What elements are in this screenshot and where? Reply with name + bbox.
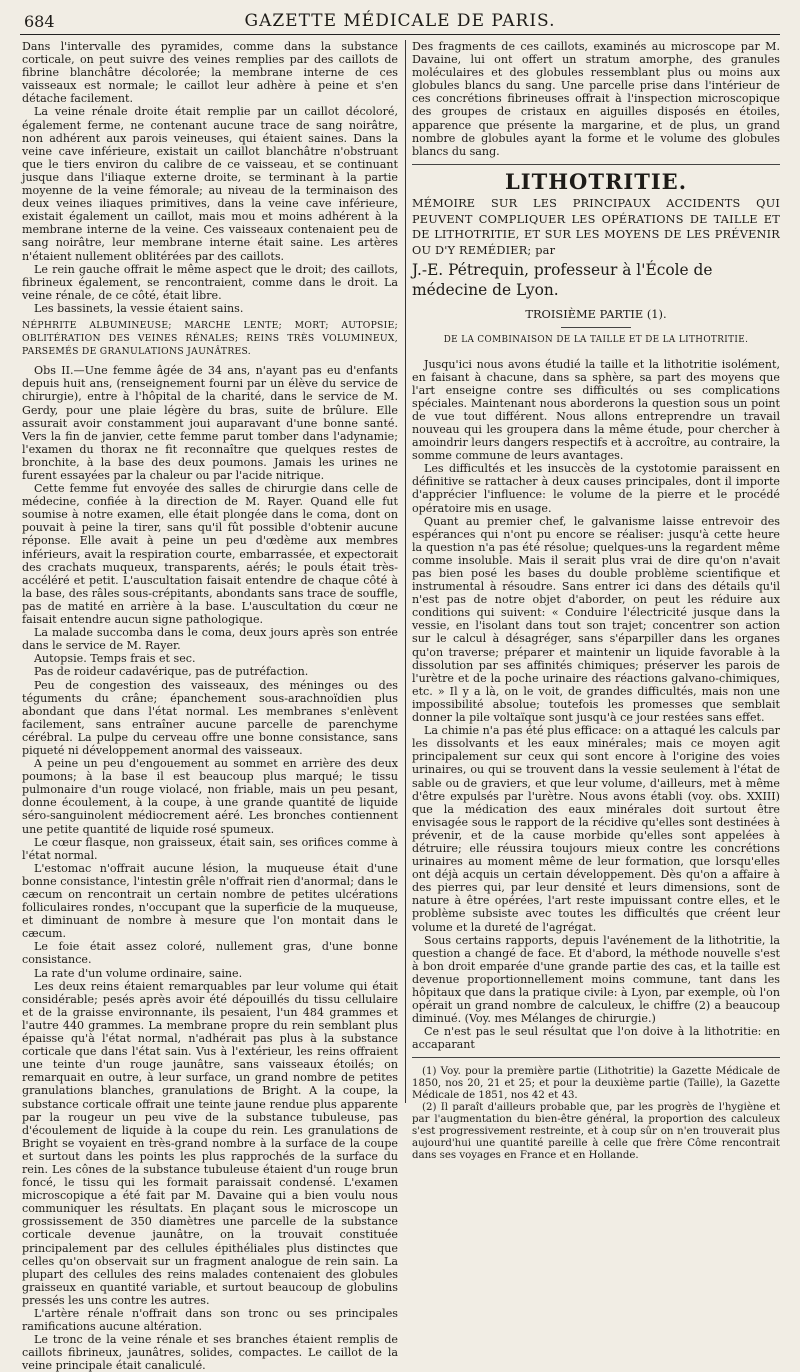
page-number: 684 (24, 12, 55, 31)
left-column (22, 40, 398, 1372)
short-rule (561, 327, 631, 328)
paragraph: La malade succomba dans le coma, deux jours après son entrée dans le service de M. Rayer. (22, 626, 398, 653)
paragraph: Pas de roideur cadavérique, pas de putréfaction. (34, 665, 309, 679)
memoir-title: MÉMOIRE SUR LES PRINCIPAUX ACCIDENTS QUI PEUVENT COMPLIQUER LES OPÉRATIONS DE TAILLE ET DE LITHOTRITIE, ET SUR LES MOYENS DE LES PRÉVENIR OU D'Y REMÉDIER; par (412, 196, 780, 257)
right-column (412, 40, 780, 1162)
paragraph: Les bassinets, la vessie étaient sains. (34, 301, 244, 315)
paragraph: Les deux reins étaient remarquables par leur volume qui était considérable; pesés après avoir été dépouillés du tissu cellulaire et de la graisse environnante, ils pesaient, l'un 484 grammes et l'autre 440 grammes. La membrane propre du rein semblant plus épaisse qu'à l'état normal, n'adhérait pas plus à la substance corticale que dans l'état sain. Vus à l'extérieur, les reins offraient une teinte d'un rouge jaunâtre, sans vaisseaux étoilés; on remarquait en outre, à leur surface, un grand nombre de petites granulations blanches, granulations de Bright. A la coupe, la substance corticale offrait une teinte jaune rendue plus apparente par la rougeur un peu vive de la substance tubuleuse, pas d'écoulement de liquide à la coupe du rein. Les granulations de Bright se voyaient en très-grand nombre à la surface de la coupe et surtout dans les points les plus rapprochés de la surface du rein. Les cônes de la substance tubuleuse étaient d'un rouge brun foncé, le tissu qui les formait paraissait condensé. L'examen microscopique a été fait par M. Davaine qui a bien voulu nous communiquer les résultats. En plaçant sous le microscope un grossissement de 350 diamètres une parcelle de la substance corticale devenue jaunâtre, on la trouvait constituée principalement par des cellules épithéliales plus distinctes que celles qu'on observait sur un fragment analogue de rein sain. La plupart des cellules des reins malades contenaient des globules graisseux en quantité variable, et surtout beaucoup de globulins pressés les uns contre les autres. (22, 979, 398, 1307)
paragraph: La veine rénale droite était remplie par un caillot décoloré, également ferme, ne contenant aucune trace de sang noirâtre, non adhérent aux parois veineuses, qui étaient saines. Dans la veine cave inférieure, existait un caillot blanchâtre n'obstruant que le tiers environ du calibre de ce vaisseau, et se continuant jusque dans l'iliaque externe droite, se terminant à la partie moyenne de la veine fémorale; au niveau de la terminaison des deux veines iliaques primitives, dans la veine cave inférieure, existait également un caillot, mais mou et moins adhérent à la membrane interne de la veine. Ces vaisseaux contenaient peu de sang noirâtre, leur membrane interne était saine. Les artères n'étaient nullement oblitérées par des caillots. (22, 105, 398, 263)
paragraph: Ce n'est pas le seul résultat que l'on doive à la lithotritie: en accaparant (412, 1025, 780, 1052)
paragraph: Les difficultés et les insuccès de la cystotomie paraissent en définitive se rattacher à deux causes principales, dont il importe d'apprécier l'influence: le volume de la pierre et le procédé opératoire mis en usage. (412, 462, 780, 515)
section-title: LITHOTRITIE. (504, 168, 688, 194)
running-head (20, 8, 780, 35)
part-heading: TROISIÈME PARTIE (1). (525, 307, 667, 322)
column-divider (405, 40, 406, 1103)
paragraph: La rate d'un volume ordinaire, saine. (34, 966, 243, 980)
paragraph: Obs II.—Une femme âgée de 34 ans, n'ayant pas eu d'enfants depuis huit ans, (renseignement fourni par un élève du service de chirurgie), entre à l'hôpital de la charité, dans le service de M. Gerdy, pour une plaie légère du bras, suite de brûlure. Elle assurait avoir constamment joui auparavant d'une bonne santé. Vers la fin de janvier, cette femme parut tomber dans l'adynamie; l'examen du thorax ne fit reconnaître que quelques restes de bronchite, à la base des deux poumons. Jamais les urines ne furent essayées par la chaleur ou par l'acide nitrique. (22, 364, 398, 482)
paragraph: Jusqu'ici nous avons étudié la taille et la lithotritie isolément, en faisant à chacune, dans sa sphère, sa part des moyens que l'art enseigne contre ses difficultés ou ses complications spéciales. Maintenant nous aborderons la question sous un point de vue tout différent. Nous allons entreprendre un travail nouveau qui les groupera dans la même étude, pour chercher à amoindrir leurs dangers respectifs et à accroître, au contraire, la somme commune de leurs avantages. (412, 357, 780, 463)
paragraph: Sous certains rapports, depuis l'avénement de la lithotritie, la question a changé de face. Et d'abord, la méthode nouvelle s'est à bon droit emparée d'une grande partie des cas, et la taille est devenue proportionnellement moins commune, tant dans les hôpitaux que dans la pratique civile: à Lyon, par exemple, où l'on opérait un grand nombre de calculeux, le chiffre (2) a beaucoup diminué. (Voy. mes Mélanges de chirurgie.) (412, 933, 780, 1026)
section-rule (412, 164, 780, 165)
paragraph: Le cœur flasque, non graisseux, était sain, ses orifices comme à l'état normal. (22, 835, 398, 862)
paragraph: Des fragments de ces caillots, examinés au microscope par M. Davaine, lui ont offert un stratum amorphe, des granules moléculaires et des globules ressemblant plus ou moins aux globules blancs du sang. Une parcelle prise dans l'intérieur de ces concrétions fibrineuses offrait à l'inspection microscopique des groupes de cristaux en aiguilles disposés en étoiles, apparence que présente la margarine, et de plus, un grand nombre de globules ayant la forme et le volume des globules blancs du sang. (412, 40, 780, 158)
footnote: (2) Il paraît d'ailleurs probable que, par les progrès de l'hygiène et par l'augmentation du bien-être général, la proportion des calculeux s'est progressivement restreinte, et à coup sûr on n'en trouverait plus aujourd'hui une quantité pareille à celle que frère Côme rencontrait dans ses voyages en France et en Hollande. (412, 1102, 780, 1162)
paragraph: La chimie n'a pas été plus efficace: on a attaqué les calculs par les dissolvants et les eaux minérales; mais ce moyen agit principalement sur ceux qui sont encore à l'origine des voies urinaires, ou qui se trouvent dans la vessie seulement à l'état de sable ou de graviers, et que leur volume, d'ailleurs, met à même d'être expulsés par l'urètre. Nous avons établi (voy. obs. XXIII) que la médication des eaux minérales doit surtout être envisagée sous le rapport de la récidive qu'elles sont destinées à prévenir, et de la cause morbide qu'elles sont appelées à détruire; elle réussira toujours mieux contre les concrétions urinaires au moment même de leur formation, que lorsqu'elles ont déjà acquis un certain développement. Dès qu'on a affaire à des pierres qui, par leur densité et leurs dimensions, sont de nature à être opérées, l'art reste impuissant contre elles, et le problème subsiste avec toutes les difficultés que créent leur volume et la dureté de l'agrégat. (412, 724, 780, 934)
paragraph: L'artère rénale n'offrait dans son tronc ou ses principales ramifications aucune altération. (22, 1307, 398, 1334)
footnote: (1) Voy. pour la première partie (Lithotritie) la Gazette Médicale de 1850, nos 20, 21 et 25; et pour la deuxième partie (Taille), la Gazette Médicale de 1851, nos 42 et 43. (412, 1066, 780, 1102)
paragraph: Quant au premier chef, le galvanisme laisse entrevoir des espérances qui n'ont pu encore se réaliser: jusqu'à cette heure la question n'a pas été résolue; quelques-uns la regardent même comme insoluble. Mais il serait plus vrai de dire qu'on n'avait pas bien posé les bases du double problème scientifique et instrumental à résoudre. Sans entrer ici dans des détails qu'il n'est pas de notre objet d'aborder, on peut les réduire aux conditions qui suivent: « Conduire l'électricité jusque dans la vessie, en l'isolant dans tout son trajet; concentrer son action sur le calcul à désagréger, sans s'éparpiller dans les organes qu'on traverse; préparer et maintenir un liquide favorable à la dissolution par ses affinités chimiques; préserver les parois de l'urètre et de la poche urinaire des réactions galvano-chimiques, etc. » Il y a là, on le voit, de grandes difficultés, mais non une impossibilité absolue; toutefois les promesses que semblait donner la pile voltaïque sont jusqu'à ce jour restées sans effet. (412, 514, 780, 725)
paragraph: Le foie était assez coloré, nullement gras, d'une bonne consistance. (22, 940, 398, 967)
paragraph: A peine un peu d'engouement au sommet en arrière des deux poumons; à la base il est beaucoup plus marqué; le tissu pulmonaire d'un rouge violacé, non friable, mais un peu pesant, donne écoulement, à la coupe, à une grande quantité de liquide séro-sanguinolent médiocrement aéré. Les bronches contiennent une petite quantité de liquide rosé spumeux. (22, 757, 398, 836)
footnotes (412, 1066, 780, 1162)
paragraph: Le tronc de la veine rénale et ses branches étaient remplis de caillots fibrineux, jaunâtres, solides, compactes. Le caillot de la veine principale était canaliculé. (22, 1333, 398, 1372)
paragraph: Dans l'intervalle des pyramides, comme dans la substance corticale, on peut suivre des veines remplies par des caillots de fibrine blanchâtre décolorée; la membrane interne de ces vaisseaux est normale; le caillot leur adhère à peine et s'en détache facilement. (22, 40, 398, 106)
paragraph: Peu de congestion des vaisseaux, des méninges ou des téguments du crâne; épanchement sous-arachnoïdien plus abondant que dans l'état normal. Les membranes s'enlèvent facilement, sans entraîner aucune parcelle de parenchyme cérébral. La pulpe du cerveau offre une bonne consistance, sans piqueté ni développement anormal des vaisseaux. (22, 678, 398, 757)
paragraph: Le rein gauche offrait le même aspect que le droit; des caillots, fibrineux également, se rencontraient, comme dans le droit. La veine rénale, de ce côté, était libre. (22, 262, 398, 302)
paragraph: Autopsie. Temps frais et sec. (34, 652, 196, 666)
chapter-heading: DE LA COMBINAISON DE LA TAILLE ET DE LA LITHOTRITIE. (443, 335, 749, 346)
journal-title: GAZETTE MÉDICALE DE PARIS. (244, 11, 556, 31)
footnote-rule (412, 1057, 780, 1058)
observation-heading: NÉPHRITE ALBUMINEUSE; MARCHE LENTE; MORT; AUTOPSIE; OBLITÉRATION DES VEINES RÉNALES; REINS TRÈS VOLUMINEUX, PARSEMÉS DE GRANULATIONS JAUNÂTRES. (22, 319, 398, 358)
paragraph: L'estomac n'offrait aucune lésion, la muqueuse était d'une bonne consistance, l'intestin grêle n'offrait rien d'anormal; dans le cæcum on rencontrait un certain nombre de petites ulcérations folliculaires rondes, n'occupant que la superficie de la muqueuse, et diminuant de nombre à mesure que l'on montait dans le cæcum. (22, 861, 398, 941)
paragraph: Cette femme fut envoyée des salles de chirurgie dans celle de médecine, confiée à la direction de M. Rayer. Quand elle fut soumise à notre examen, elle était plongée dans le coma, dont on pouvait à peine la tirer, sans qu'il fût possible d'obtenir aucune réponse. Elle avait à peine un peu d'œdème aux membres inférieurs, avait la respiration courte, embarrassée, et expectorait des crachats muqueux, transparents, aérés; le pouls était très-accéléré et petit. L'auscultation faisait entendre de chaque côté à la base, des râles sous-crépitants, abondants sans trace de souffle, pas de matité en arrière à la base. L'auscultation du cœur ne faisait entendre aucun signe pathologique. (22, 482, 398, 627)
author-line: J.-E. Pétrequin, professeur à l'École de médecine de Lyon. (412, 261, 713, 300)
